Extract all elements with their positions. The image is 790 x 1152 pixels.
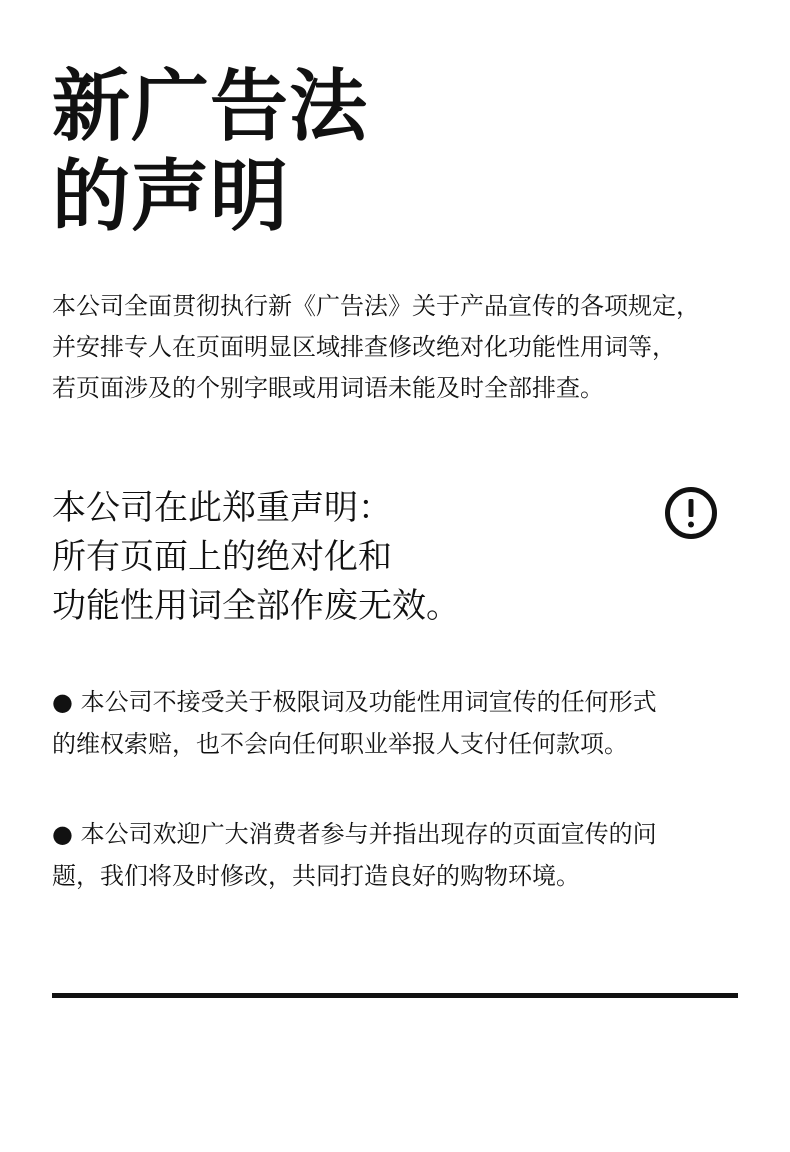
bullet-line: ● 本公司不接受关于极限词及功能性用词宣传的任何形式 [52,688,657,716]
bullet-item [52,681,752,765]
page-title [52,62,368,242]
declaration-line: 所有页面上的绝对化和 [52,537,392,577]
bullet-line: 题，我们将及时修改，共同打造良好的购物环境。 [52,862,580,890]
divider [52,993,738,998]
declaration-statement [52,484,652,631]
title-line: 的声明 [52,152,290,242]
bullet-item [52,813,752,897]
title-line: 新广告法 [52,62,369,152]
bullet-line: ● 本公司欢迎广大消费者参与并指出现存的页面宣传的问 [52,820,657,848]
intro-paragraph [52,286,762,409]
intro-line: 并安排专人在页面明显区域排查修改绝对化功能性用词等， [52,333,676,361]
intro-line: 本公司全面贯彻执行新《广告法》关于产品宣传的各项规定， [52,292,700,320]
bullet-line: 的维权索赔，也不会向任何职业举报人支付任何款项。 [52,730,628,758]
exclamation-circle-icon [664,486,718,540]
intro-line: 若页面涉及的个别字眼或用词语未能及时全部排查。 [52,374,604,402]
declaration-line: 功能性用词全部作废无效。 [52,586,460,626]
declaration-line: 本公司在此郑重声明： [52,488,392,528]
